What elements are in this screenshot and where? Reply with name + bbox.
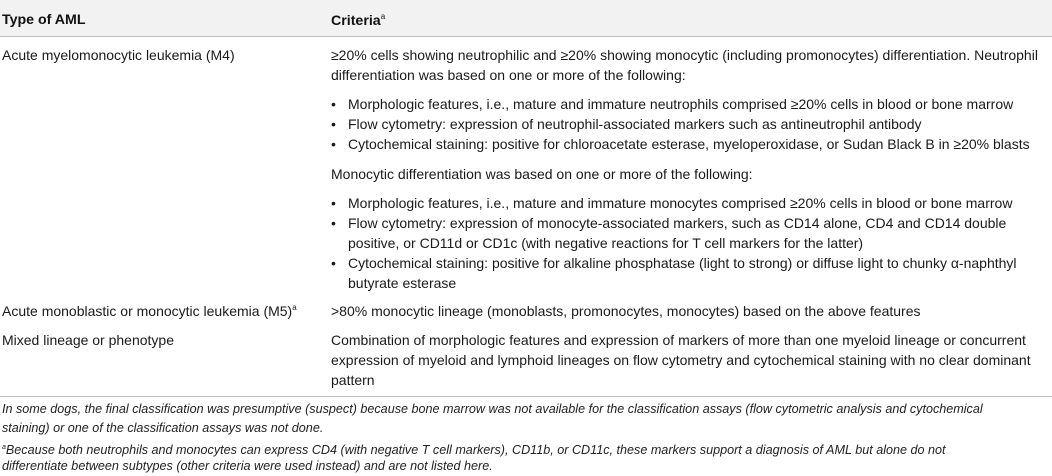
row-mixed-criteria-line-2: expression of myeloid and lymphoid lineages on flow cytometry and cytochemical staining with no clear dominant xyxy=(331,352,1031,368)
bullet: • xyxy=(331,195,336,211)
row-m5-type xyxy=(2,303,297,319)
bullet: • xyxy=(331,255,336,271)
footnote-1-line-1: In some dogs, the final classification was presumptive (suspect) because bone marrow was not available for the classification assays (flow cytometric analysis and cytochemical xyxy=(2,402,983,416)
table-header-row xyxy=(0,0,1052,37)
bullet: • xyxy=(331,136,336,152)
header-criteria xyxy=(331,12,385,29)
row-mixed-criteria-line-1: Combination of morphologic features and expression of markers of more than one myeloid lineage or concurrent xyxy=(331,332,1026,348)
list-item-text: Flow cytometry: expression of monocyte-associated markers, such as CD14 alone, CD4 and CD14 double xyxy=(348,215,1007,231)
row-mixed-type: Mixed lineage or phenotype xyxy=(2,332,175,348)
table-bottom-rule xyxy=(0,396,1052,397)
row-m5-footnote-mark: a xyxy=(292,303,297,312)
list-item-text: Cytochemical staining: positive for chloroacetate esterase, myeloperoxidase, or Sudan Black B in ≥20% blasts xyxy=(348,136,1030,152)
header-criteria-label: Criteria xyxy=(331,13,381,29)
row-m4-monocytic-intro: Monocytic differentiation was based on one or more of the following: xyxy=(331,166,753,182)
row-m4-criteria-line-2: differentiation was based on one or more of the following: xyxy=(331,67,686,83)
header-criteria-footnote-mark: a xyxy=(380,12,386,21)
footnote-a-line-2: differentiate between subtypes (other criteria were used instead) and are not listed here. xyxy=(2,459,493,473)
list-item-text: Morphologic features, i.e., mature and immature monocytes comprised ≥20% cells in blood or bone marrow xyxy=(348,195,1013,211)
row-m5-criteria: >80% monocytic lineage (monoblasts, promonocytes, monocytes) based on the above features xyxy=(331,303,921,319)
list-item-text-continued: butyrate esterase xyxy=(348,275,457,291)
list-item-text: Flow cytometry: expression of neutrophil-associated markers such as antineutrophil antibody xyxy=(348,116,922,132)
header-type-of-aml: Type of AML xyxy=(2,12,86,28)
row-m5-type-label: Acute monoblastic or monocytic leukemia (M5) xyxy=(2,303,293,319)
bullet: • xyxy=(331,96,336,112)
list-item-text: Morphologic features, i.e., mature and immature neutrophils comprised ≥20% cells in blood or bone marrow xyxy=(348,96,1014,112)
bullet: • xyxy=(331,215,336,231)
list-item-text: Cytochemical staining: positive for alkaline phosphatase (light to strong) or diffuse light to chunky α-naphthyl xyxy=(348,255,1017,271)
footnote-1-line-2: staining) or one of the classification assays was not done. xyxy=(2,421,324,435)
row-m4-type: Acute myelomonocytic leukemia (M4) xyxy=(2,47,235,63)
bullet: • xyxy=(331,116,336,132)
row-m4-criteria-line-1: ≥20% cells showing neutrophilic and ≥20% showing monocytic (including promonocytes) differentiation. Neutrophil xyxy=(331,47,1038,63)
footnote-a-mark: a xyxy=(2,444,6,451)
list-item-text-continued: positive, or CD11d or CD1c (with negative reactions for T cell markers for the latter) xyxy=(348,235,864,251)
row-mixed-criteria-line-3: pattern xyxy=(331,372,375,388)
footnote-a-text: Because both neutrophils and monocytes can express CD4 (with negative T cell markers), CD11b, or CD11c, these markers support a diagnosis of AML but alone do not xyxy=(5,443,946,457)
